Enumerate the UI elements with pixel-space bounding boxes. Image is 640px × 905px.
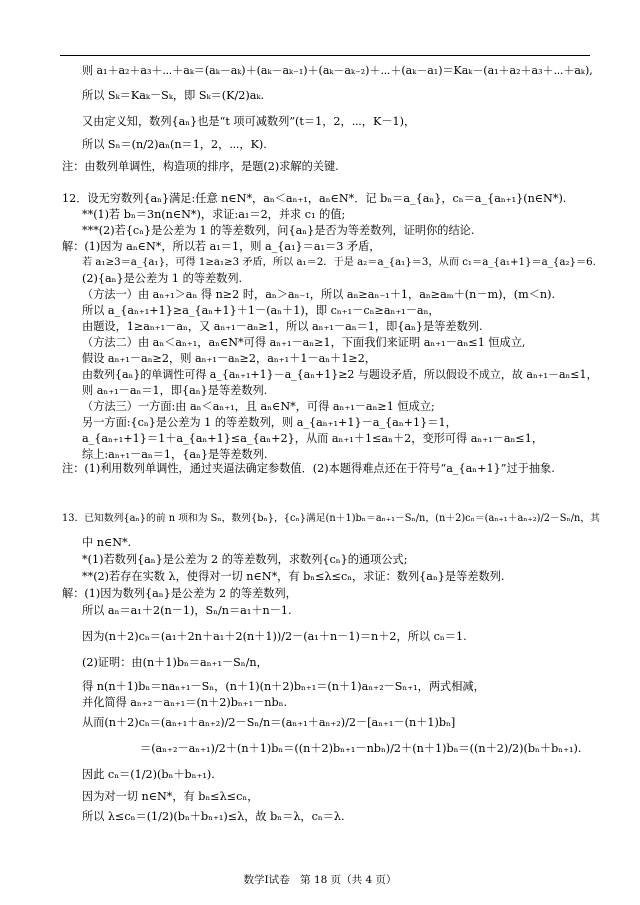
problem-13-statement-cont: 中 n∈N*. — [82, 536, 132, 549]
problem-13-part-2: **(2)若存在实数 λ，使得对一切 n∈N*，有 bₙ≤λ≤cₙ，求证：数列{aₙ}是等差数列. — [82, 570, 505, 583]
problem-13-part-1: *(1)若数列{aₙ}是公差为 2 的等差数列，求数列{cₙ}的通项公式; — [82, 553, 408, 566]
note-line: 注：(1)利用数列单调性，通过夹逼法确定参数值．(2)本题得难点还在于符号“a_{aₙ+1}”过于抽象. — [62, 462, 555, 475]
solution-line: （方法二）由 aₙ＜aₙ₊₁，aₙ∈N*可得 aₙ₊₁－aₙ≥1，下面我们来证明 aₙ₊₁－aₙ≤1 恒成立, — [82, 336, 526, 349]
solution-line: 解：(1)因为数列{aₙ}是公差为 2 的等差数列， — [62, 587, 297, 600]
solution-line: 另一方面:{cₙ}是公差为 1 的等差数列，则 a_{aₙ₊₁+1}－a_{aₙ+1}＝1， — [82, 416, 457, 429]
solution-line: 所以 λ≤cₙ＝(1/2)(bₙ＋bₙ₊₁)≤λ，故 bₙ＝λ，cₙ＝λ. — [82, 810, 345, 823]
solution-line: 由题设，1≥aₙ₊₁－aₙ，又 aₙ₊₁－aₙ≥1，所以 aₙ₊₁－aₙ＝1，即{aₙ}是等差数列. — [82, 320, 483, 333]
header-rule — [60, 55, 590, 56]
solution-line: （方法三）一方面:由 aₙ＜aₙ₊₁，且 aₙ∈N*，可得 aₙ₊₁－aₙ≥1 恒成立; — [82, 400, 435, 413]
solution-line: 从而(n＋2)cₙ＝(aₙ₊₁＋aₙ₊₂)/2－Sₙ/n＝(aₙ₊₁＋aₙ₊₂)/2－[aₙ₊₁－(n＋1)bₙ] — [82, 716, 456, 729]
solution-line: 解：(1)因为 aₙ∈N*，所以若 a₁＝1，则 a_{a₁}＝a₁＝3 矛盾， — [62, 240, 381, 253]
note-line: 注：由数列单调性，构造项的排序，是题(2)求解的关键. — [62, 160, 339, 173]
solution-line: 所以 a_{aₙ₊₁+1}≥a_{aₙ+1}＋1－(aₙ＋1)，即 cₙ₊₁－cₙ≥aₙ₊₁－aₙ， — [82, 304, 440, 317]
solution-line: a_{aₙ₊₁+1}＝1＋a_{aₙ+1}≤a_{aₙ+2}，从而 aₙ₊₁＋1≤aₙ＋2，变形可得 aₙ₊₁－aₙ≤1， — [82, 432, 544, 445]
text-line: 又由定义知，数列{aₙ}也是“t 项可减数列”(t＝1，2，⋯，K－1)， — [82, 115, 416, 128]
problem-12-part-2: ***(2)若{cₙ}是公差为 1 的等差数列，问{aₙ}是否为等差数列，证明你的结论. — [82, 224, 475, 237]
solution-line: 因此 cₙ＝(1/2)(bₙ＋bₙ₊₁). — [82, 768, 215, 781]
solution-line: 因为(n＋2)cₙ＝(a₁＋2n＋a₁＋2(n＋1))/2－(a₁＋n－1)＝n＋2，所以 cₙ＝1. — [82, 630, 467, 643]
solution-line: 假设 aₙ₊₁－aₙ≥2，则 aₙ₊₁－aₙ≥2，aₙ₊₁＋1－aₙ＋1≥2， — [82, 352, 377, 365]
problem-12-part-1: **(1)若 bₙ＝3n(n∈N*)，求证:a₁＝2，并求 c₁ 的值; — [82, 208, 346, 221]
solution-line: 得 n(n＋1)bₙ＝naₙ₊₁－Sₙ，(n＋1)(n＋2)bₙ₊₁＝(n＋1)aₙ₊₂－Sₙ₊₁，两式相减， — [82, 680, 485, 693]
solution-line: (2)证明：由(n＋1)bₙ＝aₙ₊₁－Sₙ/n， — [82, 656, 268, 669]
solution-line: (2){aₙ}是公差为 1 的等差数列. — [82, 272, 243, 285]
solution-line: 则 aₙ₊₁－aₙ＝1，即{aₙ}是等差数列. — [82, 384, 268, 397]
solution-line: 若 a₁≥3＝a_{a₁}，可得 1≥a₁≥3 矛盾，所以 a₁＝2．于是 a₂＝a_{a₁}＝3，从而 c₁＝a_{a₁+1}＝a_{a₂}＝6. — [82, 257, 596, 268]
text-line: 所以 Sₙ＝(n/2)aₙ(n＝1，2，⋯，K). — [82, 138, 267, 151]
solution-line: 综上:aₙ₊₁－aₙ＝1，{aₙ}是等差数列. — [82, 448, 268, 461]
text-line: 则 a₁＋a₂＋a₃＋⋯＋aₖ＝(aₖ－aₖ)＋(aₖ－aₖ₋₁)＋(aₖ－aₖ₋₂)＋⋯＋(aₖ－a₁)＝Kaₖ－(a₁＋a₂＋a₃＋⋯＋aₖ), — [82, 64, 593, 77]
solution-line: 所以 aₙ＝a₁＋2(n－1)，Sₙ/n＝a₁＋n－1. — [82, 604, 292, 617]
solution-line: 由数列{aₙ}的单调性可得 a_{aₙ₊₁+1}－a_{aₙ+1}≥2 与题设矛盾，所以假设不成立，故 aₙ₊₁－aₙ≤1， — [82, 368, 598, 381]
page-footer: 数学Ⅰ试卷 第 18 页（共 4 页） — [243, 874, 397, 886]
text-line: 所以 Sₖ＝Kaₖ－Sₖ，即 Sₖ＝(K/2)aₖ. — [82, 89, 265, 102]
solution-line: 并化简得 aₙ₊₂－aₙ₊₁＝(n＋2)bₙ₊₁－nbₙ. — [82, 696, 288, 709]
solution-line: 因为对一切 n∈N*，有 bₙ≤λ≤cₙ， — [82, 790, 259, 803]
solution-line: ＝(aₙ₊₂－aₙ₊₁)/2＋(n＋1)bₙ＝((n＋2)bₙ₊₁－nbₙ)/2＋(n＋1)bₙ＝((n＋2)/2)(bₙ＋bₙ₊₁). — [140, 742, 582, 755]
problem-12-statement: 12．设无穷数列{aₙ}满足:任意 n∈N*，aₙ＜aₙ₊₁，aₙ∈N*．记 bₙ＝a_{aₙ}，cₙ＝a_{aₙ₊₁}(n∈N*). — [62, 192, 567, 205]
problem-13-statement: 13．已知数列{aₙ}的前 n 项和为 Sₙ，数列{bₙ}，{cₙ}满足(n＋1)bₙ＝aₙ₊₁－Sₙ/n，(n＋2)cₙ＝(aₙ₊₁＋aₙ₊₂)/2－Sₙ/n，其 — [62, 513, 600, 524]
solution-line: （方法一）由 aₙ₊₁＞aₙ 得 n≥2 时，aₙ＞aₙ₋₁，所以 aₙ≥aₙ₋₁＋1，aₙ≥aₘ＋(n－m)，(m＜n). — [82, 288, 556, 301]
